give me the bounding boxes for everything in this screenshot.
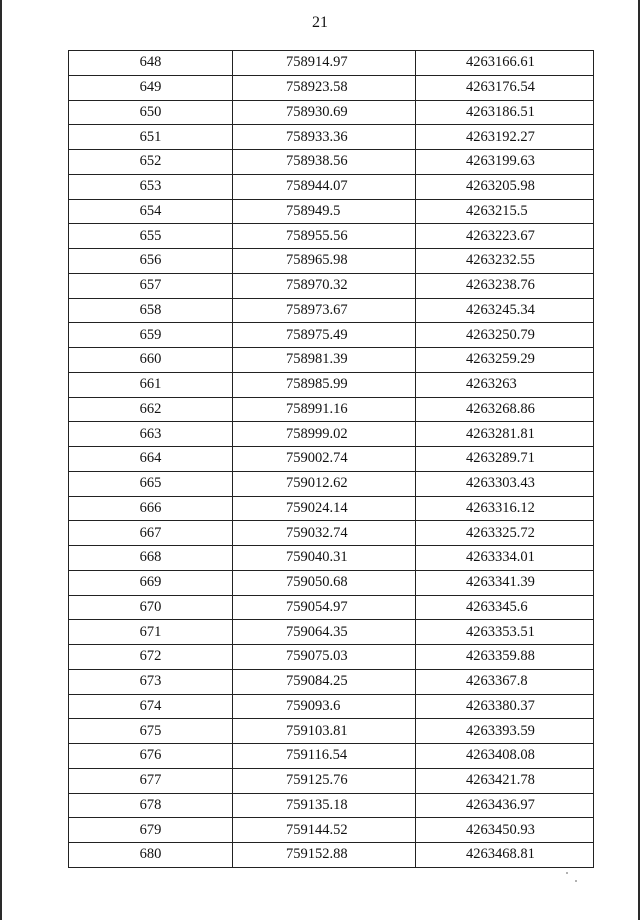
y-coordinate-cell: 4263263	[416, 372, 594, 397]
x-coordinate-cell: 758949.5	[233, 199, 416, 224]
x-coordinate-cell: 759084.25	[233, 669, 416, 694]
y-coordinate-cell: 4263289.71	[416, 447, 594, 472]
x-coordinate-cell: 759103.81	[233, 719, 416, 744]
y-coordinate-cell: 4263215.5	[416, 199, 594, 224]
table-row	[69, 298, 594, 323]
x-coordinate-cell: 759152.88	[233, 843, 416, 868]
x-coordinate-cell: 758985.99	[233, 372, 416, 397]
x-coordinate-cell: 759135.18	[233, 793, 416, 818]
table-row	[69, 620, 594, 645]
table-row	[69, 323, 594, 348]
x-coordinate-cell: 758973.67	[233, 298, 416, 323]
table-row	[69, 249, 594, 274]
point-number-cell: 666	[69, 496, 233, 521]
x-coordinate-cell: 759050.68	[233, 570, 416, 595]
point-number-cell: 667	[69, 521, 233, 546]
point-number-cell: 651	[69, 125, 233, 150]
y-coordinate-cell: 4263421.78	[416, 768, 594, 793]
table-row	[69, 224, 594, 249]
y-coordinate-cell: 4263468.81	[416, 843, 594, 868]
x-coordinate-cell: 759064.35	[233, 620, 416, 645]
x-coordinate-cell: 758965.98	[233, 249, 416, 274]
point-number-cell: 648	[69, 51, 233, 76]
table-row	[69, 818, 594, 843]
y-coordinate-cell: 4263345.6	[416, 595, 594, 620]
point-number-cell: 664	[69, 447, 233, 472]
x-coordinate-cell: 758923.58	[233, 75, 416, 100]
y-coordinate-cell: 4263238.76	[416, 273, 594, 298]
point-number-cell: 677	[69, 768, 233, 793]
table-row	[69, 397, 594, 422]
point-number-cell: 675	[69, 719, 233, 744]
table-row	[69, 719, 594, 744]
x-coordinate-cell: 759075.03	[233, 645, 416, 670]
x-coordinate-cell: 758981.39	[233, 348, 416, 373]
y-coordinate-cell: 4263250.79	[416, 323, 594, 348]
point-number-cell: 649	[69, 75, 233, 100]
y-coordinate-cell: 4263205.98	[416, 174, 594, 199]
y-coordinate-cell: 4263259.29	[416, 348, 594, 373]
x-coordinate-cell: 758970.32	[233, 273, 416, 298]
table-row	[69, 645, 594, 670]
point-number-cell: 655	[69, 224, 233, 249]
table-row	[69, 744, 594, 769]
table-row	[69, 447, 594, 472]
table-row	[69, 793, 594, 818]
x-coordinate-cell: 759116.54	[233, 744, 416, 769]
y-coordinate-cell: 4263436.97	[416, 793, 594, 818]
y-coordinate-cell: 4263393.59	[416, 719, 594, 744]
x-coordinate-cell: 759002.74	[233, 447, 416, 472]
y-coordinate-cell: 4263450.93	[416, 818, 594, 843]
y-coordinate-cell: 4263268.86	[416, 397, 594, 422]
y-coordinate-cell: 4263353.51	[416, 620, 594, 645]
x-coordinate-cell: 758999.02	[233, 422, 416, 447]
table-row	[69, 694, 594, 719]
table-row	[69, 372, 594, 397]
point-number-cell: 653	[69, 174, 233, 199]
y-coordinate-cell: 4263316.12	[416, 496, 594, 521]
table-row	[69, 521, 594, 546]
page-number: 21	[312, 14, 328, 31]
point-number-cell: 678	[69, 793, 233, 818]
table-row	[69, 669, 594, 694]
y-coordinate-cell: 4263380.37	[416, 694, 594, 719]
x-coordinate-cell: 758930.69	[233, 100, 416, 125]
table-row	[69, 174, 594, 199]
y-coordinate-cell: 4263325.72	[416, 521, 594, 546]
table-row	[69, 199, 594, 224]
x-coordinate-cell: 758914.97	[233, 51, 416, 76]
point-number-cell: 672	[69, 645, 233, 670]
y-coordinate-cell: 4263367.8	[416, 669, 594, 694]
table-row	[69, 51, 594, 76]
table-row	[69, 496, 594, 521]
y-coordinate-cell: 4263186.51	[416, 100, 594, 125]
x-coordinate-cell: 759040.31	[233, 546, 416, 571]
y-coordinate-cell: 4263176.54	[416, 75, 594, 100]
point-number-cell: 665	[69, 471, 233, 496]
point-number-cell: 679	[69, 818, 233, 843]
table-row	[69, 843, 594, 868]
y-coordinate-cell: 4263359.88	[416, 645, 594, 670]
point-number-cell: 662	[69, 397, 233, 422]
point-number-cell: 661	[69, 372, 233, 397]
table-row	[69, 273, 594, 298]
scan-speck	[575, 880, 577, 882]
y-coordinate-cell: 4263199.63	[416, 150, 594, 175]
point-number-cell: 660	[69, 348, 233, 373]
point-number-cell: 652	[69, 150, 233, 175]
point-number-cell: 680	[69, 843, 233, 868]
y-coordinate-cell: 4263223.67	[416, 224, 594, 249]
x-coordinate-cell: 759125.76	[233, 768, 416, 793]
x-coordinate-cell: 759093.6	[233, 694, 416, 719]
table-row	[69, 595, 594, 620]
y-coordinate-cell: 4263232.55	[416, 249, 594, 274]
x-coordinate-cell: 759144.52	[233, 818, 416, 843]
table-row	[69, 570, 594, 595]
y-coordinate-cell: 4263341.39	[416, 570, 594, 595]
table-row	[69, 125, 594, 150]
point-number-cell: 669	[69, 570, 233, 595]
x-coordinate-cell: 759012.62	[233, 471, 416, 496]
x-coordinate-cell: 759032.74	[233, 521, 416, 546]
table-row	[69, 768, 594, 793]
coordinates-table-body	[69, 51, 594, 868]
point-number-cell: 657	[69, 273, 233, 298]
point-number-cell: 654	[69, 199, 233, 224]
y-coordinate-cell: 4263166.61	[416, 51, 594, 76]
point-number-cell: 650	[69, 100, 233, 125]
table-row	[69, 348, 594, 373]
x-coordinate-cell: 758955.56	[233, 224, 416, 249]
table-row	[69, 150, 594, 175]
y-coordinate-cell: 4263334.01	[416, 546, 594, 571]
y-coordinate-cell: 4263303.43	[416, 471, 594, 496]
y-coordinate-cell: 4263408.08	[416, 744, 594, 769]
x-coordinate-cell: 759024.14	[233, 496, 416, 521]
point-number-cell: 673	[69, 669, 233, 694]
coordinates-table	[68, 50, 594, 868]
x-coordinate-cell: 758975.49	[233, 323, 416, 348]
point-number-cell: 674	[69, 694, 233, 719]
point-number-cell: 659	[69, 323, 233, 348]
point-number-cell: 663	[69, 422, 233, 447]
x-coordinate-cell: 758944.07	[233, 174, 416, 199]
y-coordinate-cell: 4263245.34	[416, 298, 594, 323]
x-coordinate-cell: 758933.36	[233, 125, 416, 150]
x-coordinate-cell: 758991.16	[233, 397, 416, 422]
table-row	[69, 471, 594, 496]
y-coordinate-cell: 4263281.81	[416, 422, 594, 447]
point-number-cell: 670	[69, 595, 233, 620]
table-row	[69, 422, 594, 447]
point-number-cell: 656	[69, 249, 233, 274]
point-number-cell: 658	[69, 298, 233, 323]
x-coordinate-cell: 758938.56	[233, 150, 416, 175]
y-coordinate-cell: 4263192.27	[416, 125, 594, 150]
table-row	[69, 100, 594, 125]
table-row	[69, 546, 594, 571]
scan-speck	[566, 872, 568, 874]
table-row	[69, 75, 594, 100]
point-number-cell: 676	[69, 744, 233, 769]
x-coordinate-cell: 759054.97	[233, 595, 416, 620]
point-number-cell: 668	[69, 546, 233, 571]
point-number-cell: 671	[69, 620, 233, 645]
scan-edge-left	[0, 0, 2, 920]
